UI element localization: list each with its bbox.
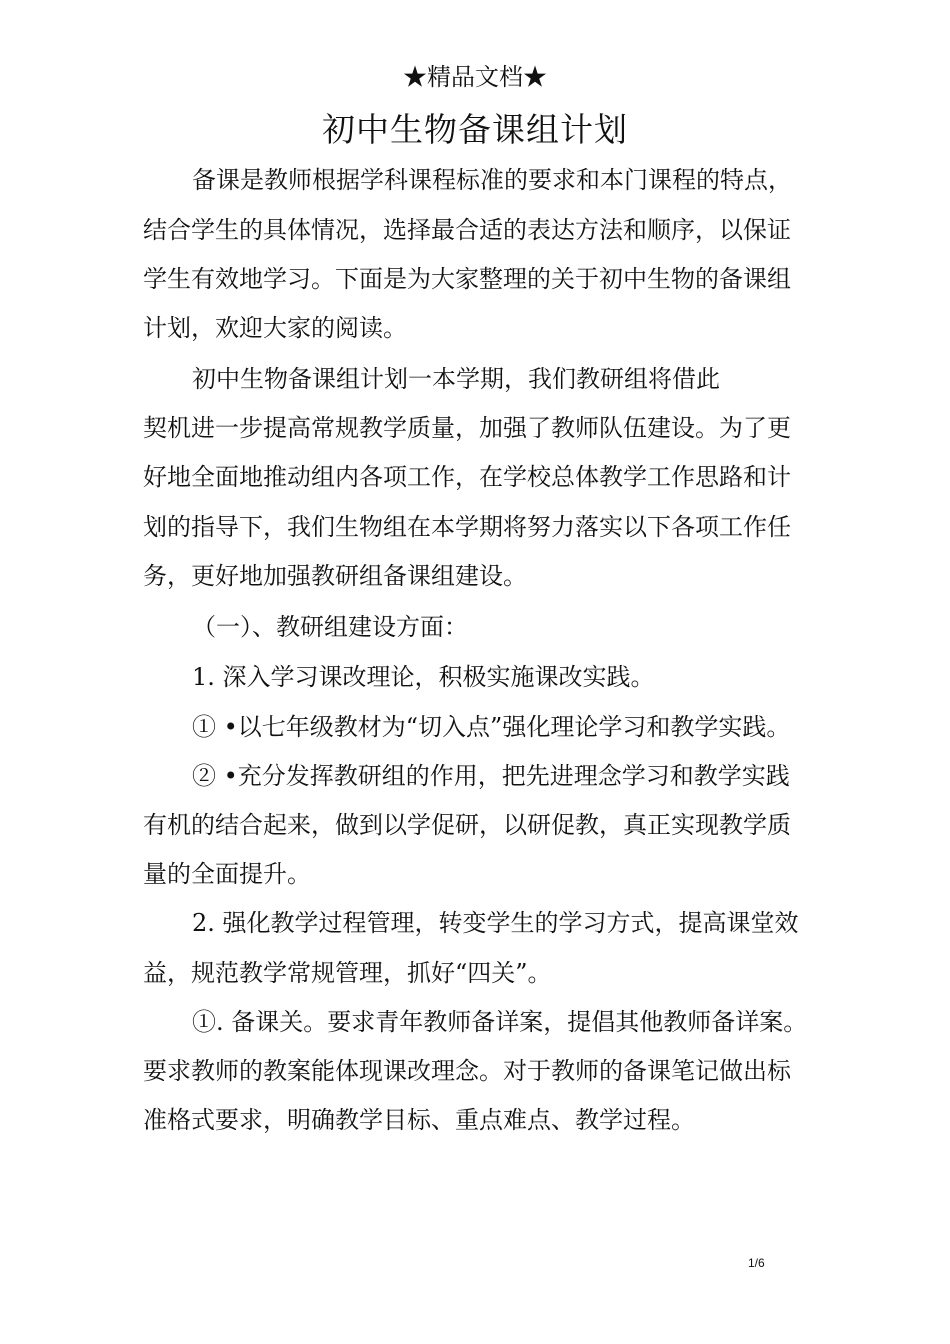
paragraph-line: 益，规范教学常规管理，抓好“四关”。 xyxy=(143,959,552,987)
paragraph-line: 量的全面提升。 xyxy=(143,860,311,888)
list-item: 1. 深入学习课改理论，积极实施课改实践。 xyxy=(192,663,655,691)
header-label: ★精品文档★ xyxy=(403,63,547,91)
page-title: 初中生物备课组计划 xyxy=(322,110,628,149)
paragraph-line: 划的指导下，我们生物组在本学期将努力落实以下各项工作任 xyxy=(143,513,791,541)
paragraph-line: 结合学生的具体情况，选择最合适的表达方法和顺序，以保证 xyxy=(143,216,791,244)
paragraph-line: 计划，欢迎大家的阅读。 xyxy=(143,314,407,342)
paragraph-line: 初中生物备课组计划一本学期，我们教研组将借此 xyxy=(192,365,720,393)
page-number: 1/6 xyxy=(748,1256,765,1270)
paragraph-line: 契机进一步提高常规教学质量，加强了教师队伍建设。为了更 xyxy=(143,414,791,442)
paragraph-line: 有机的结合起来，做到以学促研，以研促教，真正实现教学质 xyxy=(143,811,791,839)
paragraph-line: 学生有效地学习。下面是为大家整理的关于初中生物的备课组 xyxy=(143,265,791,293)
paragraph-line: 务，更好地加强教研组备课组建设。 xyxy=(143,562,527,590)
list-item: 2. 强化教学过程管理，转变学生的学习方式，提高课堂效 xyxy=(192,909,799,937)
list-item: ①. 备课关。要求青年教师备详案，提倡其他教师备详案。 xyxy=(192,1008,808,1036)
paragraph-line: 准格式要求，明确教学目标、重点难点、教学过程。 xyxy=(143,1106,695,1134)
section-heading: （一）、教研组建设方面： xyxy=(192,613,468,641)
list-item: ② •充分发挥教研组的作用，把先进理念学习和教学实践 xyxy=(192,762,790,790)
list-item: ① •以七年级教材为“切入点”强化理论学习和教学实践。 xyxy=(192,713,791,741)
paragraph-line: 好地全面地推动组内各项工作，在学校总体教学工作思路和计 xyxy=(143,463,791,491)
paragraph-line: 要求教师的教案能体现课改理念。对于教师的备课笔记做出标 xyxy=(143,1057,791,1085)
paragraph-line: 备课是教师根据学科课程标准的要求和本门课程的特点， xyxy=(192,166,792,194)
